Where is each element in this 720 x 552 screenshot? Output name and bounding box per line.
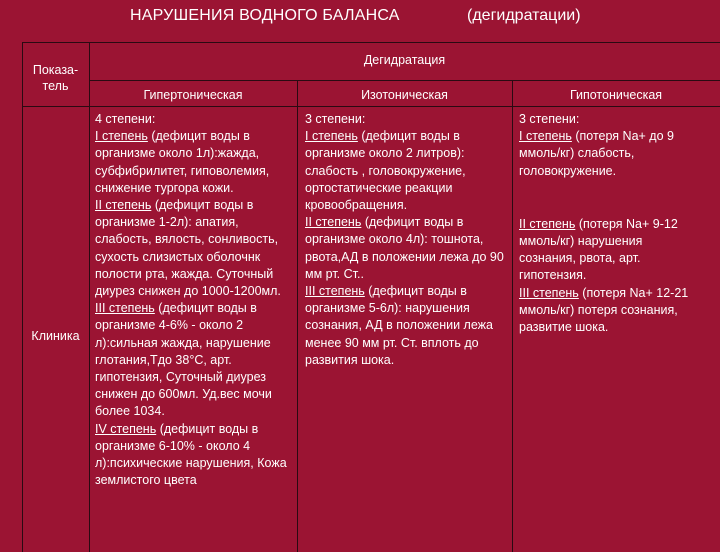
grid-line — [22, 42, 23, 552]
degree-text: (дефицит воды в организме около 4л): тошнота, рвота,АД в положении лежа до 90 мм рт. Ст.. — [305, 215, 504, 281]
grid-line — [512, 80, 513, 552]
degree-label: III степень — [95, 301, 155, 316]
degree-text: (дефицит воды в организме 5-6л): нарушения сознания, АД в положении лежа менее 90 мм рт. Ст. вплоть до развития шока. — [305, 284, 493, 367]
hypertonic-degree-2 — [95, 197, 287, 300]
isotonic-degree-1 — [305, 128, 505, 214]
isotonic-degree-2 — [305, 214, 505, 283]
degree-text: (дефицит воды в организме 1-2л): апатия, слабость, вялость, сонливость, сухость слизистых оболочнк полости рта, жажда. Суточный диурез снижен до 1000-1200мл. — [95, 198, 281, 299]
degree-label: III степень — [519, 285, 579, 300]
degree-text: (дефицит воды в организме около 1л):жажда, субфибрилитет, гиповолемия, снижение тургора кожи. — [95, 129, 270, 195]
hypertonic-degree-1 — [95, 128, 287, 197]
cell-hypertonic — [95, 111, 287, 489]
column-header-isotonic: Изотоническая — [361, 88, 448, 102]
degree-text: (дефицит воды в организме около 2 литров): слабость , головокружение, ортостатические реакции кровообращения. — [305, 129, 466, 213]
degree-text: (дефицит воды в организме 4-6% - около 2 л):сильная жажда, нарушение глотания,Тдо 38°С, арт. гипотензия, Суточный диурез снижен до 600мл. Уд.вес мочи более 1034. — [95, 301, 272, 419]
slide-title-sub: (дегидратации) — [467, 7, 581, 24]
row-header-label: Показа- тель — [32, 63, 79, 93]
dehydration-table — [22, 42, 720, 552]
cell-hypotonic — [519, 111, 696, 336]
degree-label: IV степень — [95, 421, 157, 436]
column-header-hypertonic: Гипертоническая — [143, 88, 243, 102]
degree-text: (потеря Na+ 9-12 ммоль/кг) нарушения сознания, рвота, арт. гипотензия. — [519, 216, 678, 283]
hypertonic-degree-3 — [95, 300, 287, 420]
degree-label: I степень — [519, 129, 572, 144]
hypotonic-degree-3 — [519, 285, 696, 337]
hypotonic-degree-1 — [519, 128, 696, 180]
grid-line — [22, 106, 720, 107]
column-header-hypotonic: Гипотоническая — [569, 88, 663, 102]
degree-text: (потеря Na+ 12-21 ммоль/кг) потеря сознания, развитие шока. — [519, 285, 689, 335]
grid-line — [22, 42, 720, 43]
grid-line — [89, 42, 90, 552]
degree-label: II степень — [519, 216, 576, 231]
cell-isotonic — [305, 111, 505, 369]
degree-text: (дефицит воды в организме 6-10% - около 4 л):психические нарушения, Кожа землистого цвета — [95, 421, 287, 488]
group-header: Дегидратация — [363, 53, 446, 67]
isotonic-degree-3 — [305, 283, 505, 369]
degree-text: (потеря Na+ до 9 ммоль/кг) слабость, головокружение. — [519, 129, 674, 178]
hypertonic-intro: 4 степени: — [95, 112, 156, 126]
slide-title-main: НАРУШЕНИЯ ВОДНОГО БАЛАНСА — [130, 7, 400, 24]
hypertonic-degree-4 — [95, 421, 287, 490]
degree-label: III степень — [305, 284, 365, 299]
hypotonic-degree-2 — [519, 216, 696, 285]
degree-label: II степень — [305, 215, 362, 230]
degree-label: I степень — [305, 129, 358, 144]
degree-label: II степень — [95, 198, 152, 213]
spacer — [519, 180, 696, 216]
grid-line — [89, 80, 720, 81]
grid-line — [297, 80, 298, 552]
degree-label: I степень — [95, 129, 148, 144]
hypotonic-intro: 3 степени: — [519, 112, 580, 126]
row-label-clinic: Клиника — [31, 329, 80, 343]
isotonic-intro: 3 степени: — [305, 112, 366, 126]
